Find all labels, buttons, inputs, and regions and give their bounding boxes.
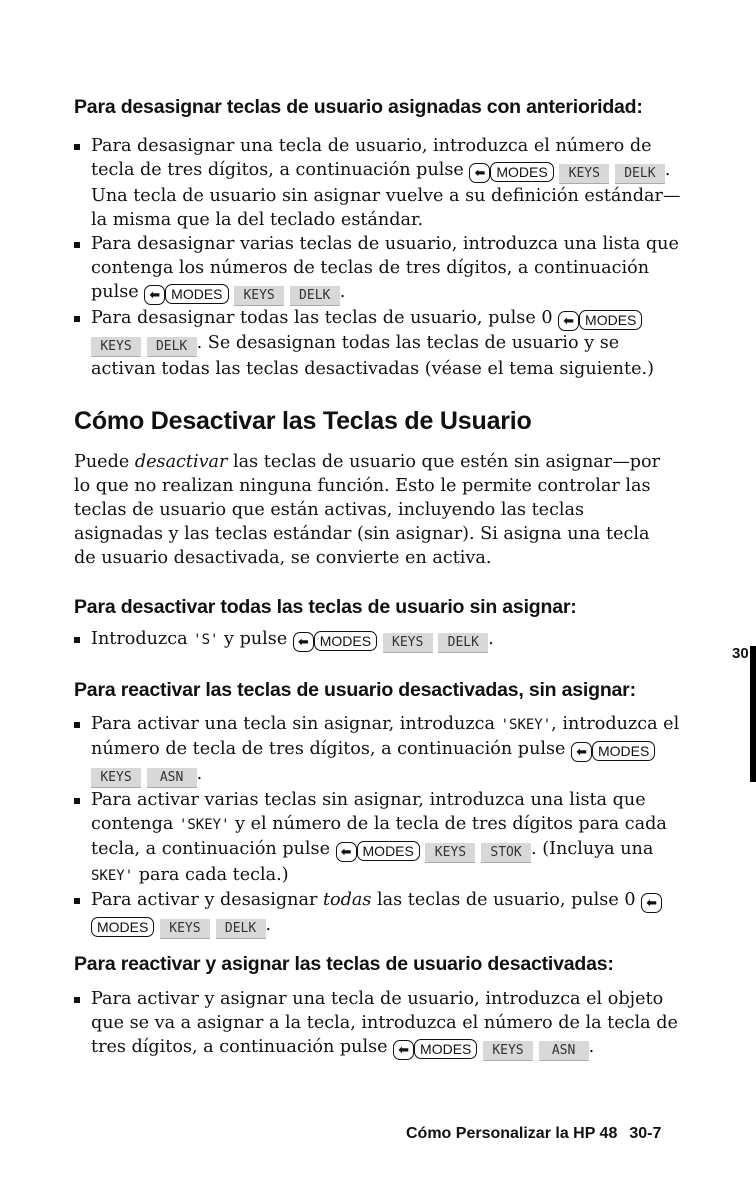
list-reactivar <box>74 712 689 939</box>
list-item <box>74 888 689 939</box>
item-text: y el número de la tecla de tres dígitos para cada tecla, a continuación pulse <box>91 814 667 859</box>
delk-softkey: DELK <box>147 337 197 357</box>
left-shift-key: ⬅ <box>571 742 592 762</box>
emphasis: desactivar <box>134 452 228 472</box>
list-item <box>74 134 689 232</box>
list-item <box>74 232 689 306</box>
item-text: para cada tecla.) <box>138 865 289 885</box>
item-text: , introduzca el número de tecla de tres dígitos, a continuación pulse <box>91 714 680 759</box>
section-title-desactivar: Cómo Desactivar las Teclas de Usuario <box>74 407 532 435</box>
left-shift-key: ⬅ <box>558 311 579 331</box>
list-reactivar-asignar <box>74 987 689 1061</box>
item-text: . <box>588 1037 595 1057</box>
modes-key: MODES <box>414 1039 477 1059</box>
left-shift-key: ⬅ <box>144 285 165 305</box>
modes-key: MODES <box>165 284 228 304</box>
list-item <box>74 306 689 381</box>
list-desasignar <box>74 134 689 381</box>
item-text: Para activar y asignar una tecla de usuario, introduzca el objeto que se va a asignar a la tecla, introduzca el número de la tecla de tres dígitos, a continuación pulse <box>91 989 678 1057</box>
item-text: . <box>339 282 346 302</box>
delk-softkey: DELK <box>290 286 340 306</box>
asn-softkey: ASN <box>539 1041 589 1061</box>
keys-softkey: KEYS <box>234 286 284 306</box>
item-text: . <box>265 915 272 935</box>
item-text: . (Incluya una <box>531 839 654 859</box>
keys-softkey: KEYS <box>559 164 609 184</box>
code-text: 'S' <box>193 632 219 648</box>
list-item <box>74 987 689 1061</box>
stok-softkey: STOK <box>481 843 531 863</box>
item-text: Para activar varias teclas sin asignar, introduzca una lista que contenga <box>91 790 646 834</box>
heading-reactivar-sin-asignar: Para reactivar las teclas de usuario desactivadas, sin asignar: <box>74 679 636 701</box>
modes-key: MODES <box>357 841 420 861</box>
item-text: Para desasignar una tecla de usuario, introduzca el número de tecla de tres dígitos, a continuación pulse <box>91 136 652 180</box>
keys-softkey: KEYS <box>483 1041 533 1061</box>
page-footer <box>406 1125 661 1143</box>
modes-key: MODES <box>490 162 553 182</box>
left-shift-key: ⬅ <box>336 842 357 862</box>
keys-softkey: KEYS <box>160 919 210 939</box>
keys-softkey: KEYS <box>425 843 475 863</box>
item-text: las teclas de usuario, pulse 0 <box>377 890 636 910</box>
item-text: . <box>196 764 203 784</box>
left-shift-key: ⬅ <box>393 1040 414 1060</box>
list-item <box>74 627 689 653</box>
modes-key: MODES <box>91 917 154 937</box>
item-text: Para activar y desasignar <box>91 890 318 910</box>
list-desactivar <box>74 627 689 653</box>
intro-paragraph <box>74 450 674 570</box>
delk-softkey: DELK <box>438 633 488 653</box>
item-text: . Una tecla de usuario sin asignar vuelve a su definición estándar—la misma que la del teclado estándar. <box>91 160 681 230</box>
para-text: Puede <box>74 452 130 472</box>
keys-softkey: KEYS <box>91 337 141 357</box>
code-text: 'SKEY' <box>178 817 230 833</box>
heading-reactivar-asignar: Para reactivar y asignar las teclas de usuario desactivadas: <box>74 953 614 975</box>
item-text: Introduzca <box>91 629 188 649</box>
list-item <box>74 788 689 888</box>
heading-desasignar-asignadas: Para desasignar teclas de usuario asignadas con anterioridad: <box>74 96 643 118</box>
modes-key: MODES <box>579 310 642 330</box>
delk-softkey: DELK <box>216 919 266 939</box>
asn-softkey: ASN <box>147 768 197 788</box>
chapter-tab-number: 30 <box>732 645 749 662</box>
item-text: Para desasignar varias teclas de usuario, introduzca una lista que contenga los números de teclas de tres dígitos, a continuación pulse <box>91 234 679 302</box>
page-number: 30-7 <box>629 1125 662 1142</box>
item-text: . Se desasignan todas las teclas de usuario y se activan todas las teclas desactivadas (véase el tema siguiente.) <box>91 333 654 379</box>
chapter-tab-bar <box>750 646 756 782</box>
code-text: 'SKEY' <box>500 717 552 733</box>
item-text: y pulse <box>224 629 288 649</box>
keys-softkey: KEYS <box>383 633 433 653</box>
footer-title: Cómo Personalizar la HP 48 <box>406 1125 618 1142</box>
para-text: las teclas de usuario que estén sin asignar—por lo que no realizan ninguna función. Esto le permite controlar las teclas de usuario que están activas, incluyendo las teclas asignadas y las teclas estándar (sin asignar). Si asigna una tecla de usuario desactivada, se convierte en activa. <box>74 452 661 568</box>
item-text: Para desasignar todas las teclas de usuario, pulse 0 <box>91 308 553 328</box>
left-shift-key: ⬅ <box>293 632 314 652</box>
code-text: SKEY' <box>91 868 134 884</box>
left-shift-key: ⬅ <box>641 893 662 913</box>
item-text: Para activar una tecla sin asignar, introduzca <box>91 714 495 734</box>
left-shift-key: ⬅ <box>469 163 490 183</box>
item-text: . <box>488 629 494 649</box>
heading-desactivar-todas: Para desactivar todas las teclas de usuario sin asignar: <box>74 596 577 618</box>
modes-key: MODES <box>592 741 655 761</box>
modes-key: MODES <box>314 631 377 651</box>
emphasis: todas <box>322 890 372 910</box>
delk-softkey: DELK <box>615 164 665 184</box>
keys-softkey: KEYS <box>91 768 141 788</box>
list-item <box>74 712 689 788</box>
